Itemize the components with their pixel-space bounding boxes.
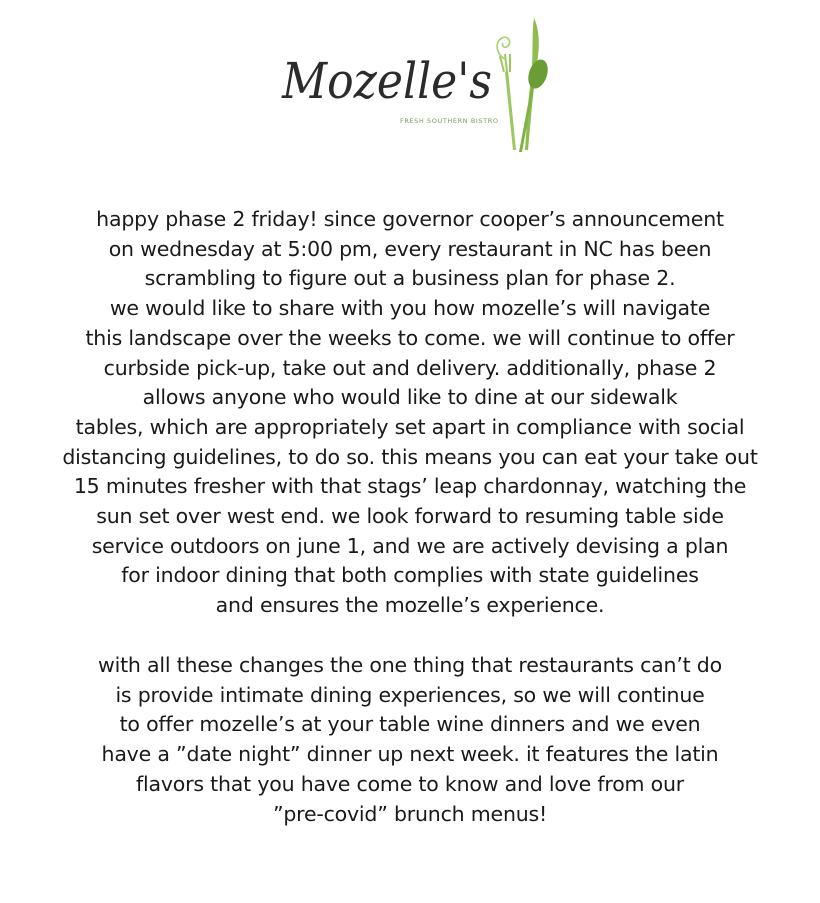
announcement-paragraph-2 [0, 651, 820, 829]
logo-tagline: FRESH SOUTHERN BISTRO [400, 117, 499, 125]
text-line: happy phase 2 friday! since governor cooper’s announcement [96, 207, 724, 231]
logo-wordmark: Mozelle's [281, 52, 492, 110]
text-line: is provide intimate dining experiences, so we will continue [115, 682, 705, 707]
text-line: sun set over west end. we look forward to resuming table side [96, 504, 724, 529]
text-line: and ensures the mozelle’s experience. [215, 593, 605, 618]
text-line: on wednesday at 5:00 pm, every restaurant in NC has been [108, 236, 712, 261]
text-line: for indoor dining that both complies with state guidelines [121, 563, 699, 588]
text-line: curbside pick-up, take out and delivery. additionally, phase 2 [103, 355, 717, 380]
text-line: service outdoors on june 1, and we are actively devising a plan [91, 533, 729, 558]
text-line: distancing guidelines, to do so. this means you can eat your take out [62, 444, 758, 469]
utensils-icon [497, 18, 551, 152]
mozelles-logo [270, 10, 560, 160]
text-line: have a ”date night” dinner up next week. it features the latin [101, 742, 719, 767]
text-line: ”pre-covid” brunch menus! [272, 801, 548, 826]
text-line: tables, which are appropriately set apart in compliance with social [75, 414, 745, 439]
text-line: flavors that you have come to know and love from our [136, 771, 684, 796]
text-line: to offer mozelle’s at your table wine dinners and we even [119, 712, 701, 737]
text-line: with all these changes the one thing that restaurants can’t do [98, 653, 722, 677]
text-line: this landscape over the weeks to come. we will continue to offer [85, 325, 735, 350]
announcement-paragraph-1 [0, 205, 820, 621]
text-line: scrambling to figure out a business plan for phase 2. [144, 266, 676, 291]
text-line: allows anyone who would like to dine at our sidewalk [142, 385, 678, 410]
text-line: we would like to share with you how mozelle’s will navigate [109, 296, 711, 321]
text-line: 15 minutes fresher with that stags’ leap chardonnay, watching the [73, 474, 747, 499]
